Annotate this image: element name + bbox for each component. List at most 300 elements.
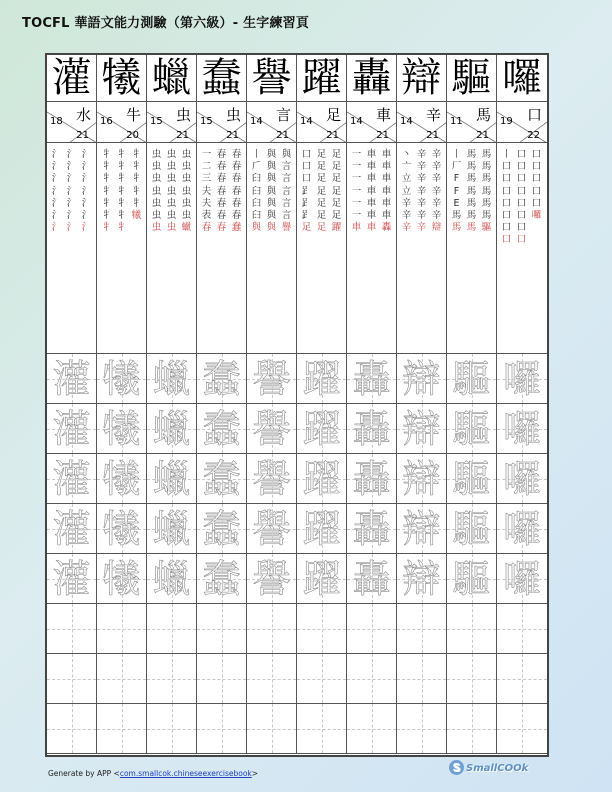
stroke-step: 口 bbox=[301, 149, 312, 160]
stroke-step: 虫 bbox=[151, 222, 162, 234]
stroke-step: 驅 bbox=[481, 222, 492, 234]
stroke-step: 虫 bbox=[181, 197, 192, 209]
stroke-step: 牜 bbox=[116, 149, 127, 160]
blank-practice-cell[interactable] bbox=[347, 704, 397, 754]
stroke-step: 足 bbox=[331, 197, 342, 209]
blank-practice-cell[interactable] bbox=[197, 604, 247, 654]
trace-character[interactable]: 蠢 bbox=[197, 404, 247, 454]
blank-practice-cell[interactable] bbox=[197, 654, 247, 704]
blank-practice-cell[interactable] bbox=[447, 654, 497, 704]
blank-practice-cell[interactable] bbox=[97, 704, 147, 754]
blank-practice-cell[interactable] bbox=[447, 604, 497, 654]
blank-practice-cell[interactable] bbox=[247, 704, 297, 754]
stroke-step: 足 bbox=[316, 149, 327, 160]
stroke-step: 牜 bbox=[116, 222, 127, 234]
stroke-step: 虫 bbox=[181, 149, 192, 160]
stroke-step: 氵 bbox=[66, 185, 77, 197]
stroke-step: F bbox=[453, 173, 460, 185]
trace-character[interactable]: 犧 bbox=[97, 504, 147, 554]
blank-practice-cell[interactable] bbox=[247, 604, 297, 654]
radical-label: 虫 bbox=[225, 106, 241, 124]
stroke-step: 車 bbox=[351, 222, 362, 234]
header-character: 轟 bbox=[347, 55, 397, 102]
radical-stroke-count: 16 bbox=[100, 116, 113, 127]
blank-practice-cell[interactable] bbox=[147, 654, 197, 704]
trace-row bbox=[47, 454, 547, 504]
stroke-step: 氵 bbox=[51, 222, 62, 234]
stroke-step: 虫 bbox=[181, 173, 192, 185]
radical-label: 牛 bbox=[125, 106, 141, 124]
stroke-order-column bbox=[500, 149, 513, 247]
stroke-order-column bbox=[530, 149, 543, 222]
stroke-step: 口 bbox=[501, 161, 512, 173]
stroke-step: 虫 bbox=[166, 161, 177, 173]
blank-practice-cell[interactable] bbox=[397, 654, 447, 704]
stroke-step: 牜 bbox=[131, 161, 142, 173]
stroke-step: 辛 bbox=[401, 222, 412, 234]
app-link[interactable]: com.smallcok.chineseexercisebook bbox=[119, 769, 252, 778]
trace-character[interactable]: 譽 bbox=[247, 504, 297, 554]
trace-character[interactable]: 灌 bbox=[47, 354, 97, 404]
trace-character[interactable]: 蠟 bbox=[147, 404, 197, 454]
stroke-step: 牜 bbox=[101, 197, 112, 209]
stroke-step: 口 bbox=[531, 197, 542, 209]
stroke-order-cell bbox=[247, 143, 297, 354]
stroke-step: 口 bbox=[531, 149, 542, 160]
stroke-order-column bbox=[230, 149, 243, 234]
blank-practice-cell[interactable] bbox=[97, 604, 147, 654]
trace-character[interactable]: 驅 bbox=[447, 454, 497, 504]
blank-practice-cell[interactable] bbox=[147, 604, 197, 654]
header-character: 囉 bbox=[497, 55, 547, 102]
stroke-info-cell bbox=[147, 102, 197, 143]
stroke-step: 言 bbox=[281, 210, 292, 222]
stroke-order-column bbox=[515, 149, 528, 247]
trace-character[interactable]: 驅 bbox=[447, 504, 497, 554]
trace-character[interactable]: 辯 bbox=[397, 404, 447, 454]
blank-practice-cell[interactable] bbox=[297, 704, 347, 754]
stroke-step: 辛 bbox=[416, 210, 427, 222]
stroke-step: 氵 bbox=[81, 185, 92, 197]
stroke-step: 言 bbox=[281, 197, 292, 209]
trace-character[interactable]: 譽 bbox=[247, 404, 297, 454]
stroke-step: 一 bbox=[351, 149, 362, 160]
blank-practice-cell[interactable] bbox=[497, 654, 547, 704]
stroke-order-cell bbox=[297, 143, 347, 354]
trace-character[interactable]: 囉 bbox=[497, 354, 547, 404]
trace-character[interactable]: 犧 bbox=[97, 354, 147, 404]
trace-character[interactable]: 蠟 bbox=[147, 454, 197, 504]
stroke-step: 言 bbox=[281, 173, 292, 185]
stroke-step: 足 bbox=[316, 173, 327, 185]
trace-character[interactable]: 囉 bbox=[497, 554, 547, 604]
stroke-step: 虫 bbox=[166, 185, 177, 197]
stroke-order-column bbox=[315, 149, 328, 234]
blank-practice-cell[interactable] bbox=[347, 604, 397, 654]
trace-character[interactable]: 辯 bbox=[397, 354, 447, 404]
blank-practice-cell[interactable] bbox=[497, 604, 547, 654]
trace-character[interactable]: 驅 bbox=[447, 554, 497, 604]
stroke-step: 立 bbox=[401, 185, 412, 197]
stroke-info-row bbox=[47, 102, 547, 143]
stroke-step: 辛 bbox=[431, 210, 442, 222]
stroke-step: 丨 bbox=[251, 149, 262, 160]
stroke-order-column bbox=[250, 149, 263, 234]
trace-character[interactable]: 蠟 bbox=[147, 554, 197, 604]
trace-character[interactable]: 辯 bbox=[397, 504, 447, 554]
blank-practice-cell[interactable] bbox=[147, 704, 197, 754]
trace-character[interactable]: 轟 bbox=[347, 404, 397, 454]
blank-practice-rows bbox=[47, 604, 547, 754]
trace-character[interactable]: 躍 bbox=[297, 454, 347, 504]
header-character: 驅 bbox=[447, 55, 497, 102]
stroke-step: 口 bbox=[531, 185, 542, 197]
radical-stroke-count: 11 bbox=[450, 116, 463, 127]
blank-practice-cell[interactable] bbox=[97, 654, 147, 704]
stroke-info-cell bbox=[47, 102, 97, 143]
stroke-step: 一 bbox=[201, 149, 212, 160]
stroke-step: 𠂆 bbox=[251, 161, 262, 173]
stroke-step: 馬 bbox=[466, 149, 477, 160]
trace-character[interactable]: 辯 bbox=[397, 554, 447, 604]
stroke-step: 氵 bbox=[66, 197, 77, 209]
stroke-order-column bbox=[480, 149, 493, 234]
stroke-step: 犧 bbox=[131, 210, 142, 222]
stroke-order-column bbox=[150, 149, 163, 234]
stroke-step: 虫 bbox=[151, 173, 162, 185]
stroke-step: 一 bbox=[351, 161, 362, 173]
stroke-step: 牜 bbox=[101, 210, 112, 222]
stroke-step: 車 bbox=[366, 161, 377, 173]
blank-practice-cell[interactable] bbox=[47, 704, 97, 754]
blank-practice-cell[interactable] bbox=[247, 654, 297, 704]
total-stroke-count: 20 bbox=[126, 130, 139, 141]
stroke-step: 口 bbox=[501, 234, 512, 246]
trace-character[interactable]: 譽 bbox=[247, 454, 297, 504]
stroke-step: 口 bbox=[301, 161, 312, 173]
stroke-step: 口 bbox=[501, 173, 512, 185]
trace-character[interactable]: 蠢 bbox=[197, 454, 247, 504]
blank-practice-cell[interactable] bbox=[397, 604, 447, 654]
stroke-order-cell bbox=[497, 143, 547, 354]
trace-row bbox=[47, 404, 547, 454]
total-stroke-count: 21 bbox=[426, 130, 439, 141]
stroke-step: 虫 bbox=[151, 161, 162, 173]
stroke-order-column bbox=[465, 149, 478, 234]
trace-character[interactable]: 躍 bbox=[297, 354, 347, 404]
radical-label: 言 bbox=[275, 106, 291, 124]
stroke-step: 言 bbox=[281, 185, 292, 197]
trace-character[interactable]: 灌 bbox=[47, 554, 97, 604]
stroke-step: 𦥑 bbox=[251, 173, 262, 185]
stroke-order-column bbox=[280, 149, 293, 234]
stroke-step: 足 bbox=[316, 161, 327, 173]
stroke-order-cell bbox=[47, 143, 97, 354]
trace-character[interactable]: 譽 bbox=[247, 354, 297, 404]
stroke-step: 與 bbox=[266, 149, 277, 160]
radical-stroke-count: 14 bbox=[250, 116, 263, 127]
stroke-order-column bbox=[265, 149, 278, 234]
stroke-step: 虫 bbox=[166, 197, 177, 209]
stroke-step: 虫 bbox=[166, 173, 177, 185]
stroke-step: 馬 bbox=[466, 197, 477, 209]
stroke-step: 氵 bbox=[81, 222, 92, 234]
stroke-info-cell bbox=[397, 102, 447, 143]
stroke-step: 春 bbox=[231, 173, 242, 185]
stroke-order-cell bbox=[147, 143, 197, 354]
trace-character[interactable]: 躍 bbox=[297, 554, 347, 604]
stroke-step: 與 bbox=[251, 222, 262, 234]
header-character: 蠢 bbox=[197, 55, 247, 102]
blank-practice-cell[interactable] bbox=[397, 704, 447, 754]
stroke-order-cell bbox=[347, 143, 397, 354]
stroke-step: 辯 bbox=[431, 222, 442, 234]
radical-label: 馬 bbox=[475, 106, 491, 124]
stroke-step: 春 bbox=[216, 161, 227, 173]
footer-credit: Generate by APP <com.smallcok.chineseexercisebook> bbox=[48, 769, 259, 778]
stroke-step: 車 bbox=[381, 149, 392, 160]
stroke-step: 一 bbox=[351, 185, 362, 197]
stroke-step: 虫 bbox=[181, 185, 192, 197]
trace-character[interactable]: 驅 bbox=[447, 354, 497, 404]
stroke-step: 𦥑 bbox=[251, 197, 262, 209]
stroke-step: 虫 bbox=[151, 149, 162, 160]
radical-stroke-count: 15 bbox=[200, 116, 213, 127]
stroke-step: 辛 bbox=[431, 149, 442, 160]
total-stroke-count: 21 bbox=[76, 130, 89, 141]
stroke-step: 馬 bbox=[466, 210, 477, 222]
radical-stroke-count: 14 bbox=[350, 116, 363, 127]
trace-character[interactable]: 囉 bbox=[497, 454, 547, 504]
stroke-step: 口 bbox=[531, 173, 542, 185]
stroke-step: 足 bbox=[331, 185, 342, 197]
stroke-info-cell bbox=[497, 102, 547, 143]
stroke-step: 車 bbox=[366, 210, 377, 222]
trace-character[interactable]: 蠢 bbox=[197, 504, 247, 554]
stroke-step: 牜 bbox=[131, 197, 142, 209]
stroke-step: 足 bbox=[316, 222, 327, 234]
trace-character[interactable]: 轟 bbox=[347, 554, 397, 604]
stroke-step: 牜 bbox=[116, 210, 127, 222]
trace-character[interactable]: 犧 bbox=[97, 554, 147, 604]
stroke-order-column bbox=[100, 149, 113, 234]
stroke-step: 足 bbox=[316, 185, 327, 197]
trace-character[interactable]: 譽 bbox=[247, 554, 297, 604]
stroke-step: 與 bbox=[266, 210, 277, 222]
stroke-step: 馬 bbox=[451, 222, 462, 234]
stroke-step: 春 bbox=[216, 222, 227, 234]
trace-character[interactable]: 轟 bbox=[347, 504, 397, 554]
stroke-step: 辛 bbox=[416, 149, 427, 160]
stroke-step: 與 bbox=[266, 173, 277, 185]
blank-practice-cell[interactable] bbox=[47, 604, 97, 654]
radical-stroke-count: 14 bbox=[300, 116, 313, 127]
stroke-step: 一 bbox=[351, 173, 362, 185]
stroke-step: 春 bbox=[201, 222, 212, 234]
logo-icon: S bbox=[449, 760, 464, 775]
trace-character[interactable]: 轟 bbox=[347, 454, 397, 504]
stroke-step: 氵 bbox=[66, 161, 77, 173]
stroke-step: 丨 bbox=[451, 149, 462, 160]
stroke-step: 三 bbox=[201, 173, 212, 185]
stroke-order-cell bbox=[397, 143, 447, 354]
stroke-step: 足 bbox=[331, 161, 342, 173]
trace-character[interactable]: 辯 bbox=[397, 454, 447, 504]
stroke-step: 躍 bbox=[331, 222, 342, 234]
stroke-step: 春 bbox=[231, 197, 242, 209]
blank-practice-cell[interactable] bbox=[47, 654, 97, 704]
stroke-step: 一 bbox=[351, 210, 362, 222]
stroke-step: 馬 bbox=[481, 173, 492, 185]
trace-character[interactable]: 蠢 bbox=[197, 354, 247, 404]
stroke-order-column bbox=[450, 149, 463, 234]
radical-stroke-count: 15 bbox=[150, 116, 163, 127]
stroke-step: 牜 bbox=[131, 185, 142, 197]
stroke-step: 車 bbox=[366, 149, 377, 160]
stroke-step: 辛 bbox=[401, 197, 412, 209]
trace-character[interactable]: 囉 bbox=[497, 404, 547, 454]
stroke-step: 與 bbox=[266, 197, 277, 209]
stroke-order-column bbox=[50, 149, 63, 234]
stroke-order-cell bbox=[447, 143, 497, 354]
stroke-step: 口 bbox=[516, 161, 527, 173]
stroke-step: 牜 bbox=[116, 173, 127, 185]
stroke-step: 車 bbox=[381, 185, 392, 197]
stroke-step: 馬 bbox=[481, 197, 492, 209]
stroke-step: 言 bbox=[281, 161, 292, 173]
radical-label: 足 bbox=[325, 106, 341, 124]
stroke-step: 囉 bbox=[531, 210, 542, 222]
stroke-order-cell bbox=[97, 143, 147, 354]
stroke-step: 譽 bbox=[281, 222, 292, 234]
stroke-info-cell bbox=[347, 102, 397, 143]
stroke-info-cell bbox=[247, 102, 297, 143]
blank-practice-cell[interactable] bbox=[497, 704, 547, 754]
stroke-step: 辛 bbox=[431, 197, 442, 209]
stroke-step: 口 bbox=[501, 185, 512, 197]
stroke-step: 足 bbox=[331, 173, 342, 185]
radical-label: 口 bbox=[526, 106, 542, 124]
stroke-step: 𦥑 bbox=[251, 185, 262, 197]
blank-practice-cell[interactable] bbox=[347, 654, 397, 704]
stroke-step: 辛 bbox=[416, 161, 427, 173]
trace-character[interactable]: 躍 bbox=[297, 504, 347, 554]
total-stroke-count: 21 bbox=[476, 130, 489, 141]
stroke-order-column bbox=[65, 149, 78, 234]
practice-sheet bbox=[47, 55, 547, 755]
stroke-step: 氵 bbox=[66, 149, 77, 160]
total-stroke-count: 21 bbox=[276, 130, 289, 141]
stroke-step: 牜 bbox=[101, 173, 112, 185]
stroke-step: 車 bbox=[366, 185, 377, 197]
stroke-order-column bbox=[215, 149, 228, 234]
stroke-order-column bbox=[200, 149, 213, 234]
stroke-step: 口 bbox=[301, 173, 312, 185]
blank-practice-cell[interactable] bbox=[447, 704, 497, 754]
blank-practice-cell[interactable] bbox=[297, 654, 347, 704]
stroke-step: 夫 bbox=[201, 197, 212, 209]
character-header-row bbox=[47, 55, 547, 102]
radical-stroke-count: 18 bbox=[50, 116, 63, 127]
stroke-step: 口 bbox=[516, 197, 527, 209]
stroke-info-cell bbox=[447, 102, 497, 143]
stroke-step: 牜 bbox=[131, 173, 142, 185]
trace-character[interactable]: 囉 bbox=[497, 504, 547, 554]
trace-character[interactable]: 蠢 bbox=[197, 554, 247, 604]
stroke-order-column bbox=[300, 149, 313, 234]
stroke-step: 馬 bbox=[466, 161, 477, 173]
trace-character[interactable]: 灌 bbox=[47, 404, 97, 454]
stroke-step: 氵 bbox=[66, 173, 77, 185]
brand-logo: S SmallCOOk bbox=[449, 760, 528, 775]
stroke-step: 虫 bbox=[151, 185, 162, 197]
stroke-step: 牜 bbox=[116, 185, 127, 197]
stroke-step: 一 bbox=[351, 197, 362, 209]
stroke-step: 口 bbox=[516, 234, 527, 246]
stroke-step: 亠 bbox=[401, 161, 412, 173]
stroke-step: 車 bbox=[366, 222, 377, 234]
stroke-step: 辛 bbox=[431, 185, 442, 197]
trace-character[interactable]: 犧 bbox=[97, 454, 147, 504]
stroke-step: 蠟 bbox=[181, 222, 192, 234]
trace-character[interactable]: 躍 bbox=[297, 404, 347, 454]
trace-character[interactable]: 灌 bbox=[47, 454, 97, 504]
stroke-step: 虫 bbox=[166, 210, 177, 222]
radical-stroke-count: 14 bbox=[400, 116, 413, 127]
trace-character[interactable]: 驅 bbox=[447, 404, 497, 454]
blank-practice-cell[interactable] bbox=[197, 704, 247, 754]
stroke-step: 口 bbox=[501, 222, 512, 234]
stroke-step: 馬 bbox=[481, 149, 492, 160]
stroke-step: 口 bbox=[516, 185, 527, 197]
stroke-step: 車 bbox=[381, 161, 392, 173]
trace-character[interactable]: 灌 bbox=[47, 504, 97, 554]
stroke-order-column bbox=[115, 149, 128, 234]
header-character: 辯 bbox=[397, 55, 447, 102]
stroke-step: 馬 bbox=[466, 185, 477, 197]
stroke-step: 辛 bbox=[416, 173, 427, 185]
stroke-order-column bbox=[80, 149, 93, 234]
stroke-step: 辛 bbox=[416, 197, 427, 209]
stroke-step: 虫 bbox=[151, 197, 162, 209]
stroke-order-row bbox=[47, 143, 547, 354]
trace-character[interactable]: 犧 bbox=[97, 404, 147, 454]
stroke-step: 春 bbox=[231, 149, 242, 160]
stroke-step: 春 bbox=[216, 173, 227, 185]
stroke-info-cell bbox=[97, 102, 147, 143]
total-stroke-count: 21 bbox=[226, 130, 239, 141]
blank-row bbox=[47, 704, 547, 754]
stroke-step: 口 bbox=[516, 210, 527, 222]
blank-row bbox=[47, 654, 547, 704]
stroke-step: 車 bbox=[381, 210, 392, 222]
blank-practice-cell[interactable] bbox=[297, 604, 347, 654]
stroke-step: 馬 bbox=[481, 161, 492, 173]
stroke-info-cell bbox=[297, 102, 347, 143]
trace-character[interactable]: 轟 bbox=[347, 354, 397, 404]
stroke-step: E bbox=[453, 197, 460, 209]
trace-character[interactable]: 蠟 bbox=[147, 354, 197, 404]
stroke-step: 足 bbox=[301, 222, 312, 234]
stroke-order-cell bbox=[197, 143, 247, 354]
header-character: 灌 bbox=[47, 55, 97, 102]
radical-label: 車 bbox=[375, 106, 391, 124]
trace-character[interactable]: 蠟 bbox=[147, 504, 197, 554]
stroke-step: 氵 bbox=[81, 197, 92, 209]
stroke-step: 辛 bbox=[401, 210, 412, 222]
stroke-step: 虫 bbox=[166, 222, 177, 234]
stroke-step: 牜 bbox=[101, 149, 112, 160]
